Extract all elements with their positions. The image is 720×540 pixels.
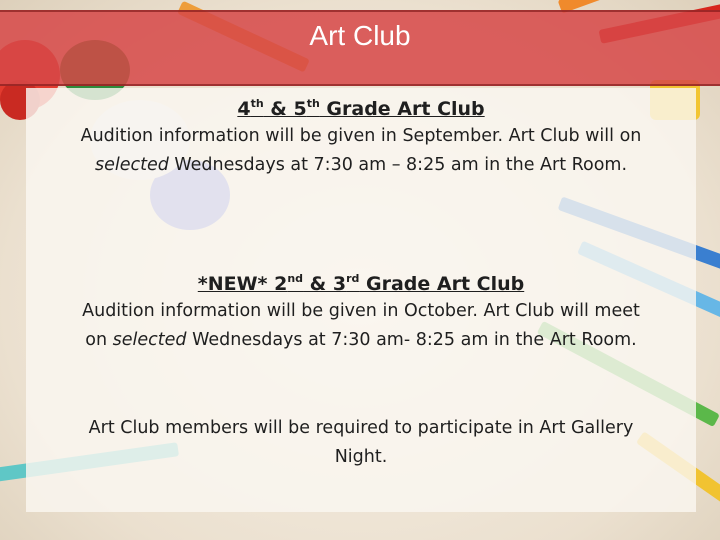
section-text-line: Night. <box>334 447 388 467</box>
section-text-line: selected Wednesdays at 7:30 am – 8:25 am in the Art Room. <box>94 155 628 175</box>
section-text-line: on selected Wednesdays at 7:30 am- 8:25 am in the Art Room. <box>85 330 637 350</box>
slide-title: Art Club <box>309 20 411 51</box>
section-grades-4-5 <box>26 96 696 180</box>
section-heading: *NEW* 2nd & 3rd Grade Art Club <box>197 271 525 295</box>
section-text-line: Art Club members will be required to participate in Art Gallery <box>88 418 634 438</box>
section-grades-2-3 <box>26 271 696 355</box>
section-gallery-night <box>26 414 696 472</box>
section-heading: 4th & 5th Grade Art Club <box>237 96 485 120</box>
section-text-line: Audition information will be given in September. Art Club will on <box>80 126 642 146</box>
section-text-line: Audition information will be given in October. Art Club will meet <box>82 301 640 321</box>
